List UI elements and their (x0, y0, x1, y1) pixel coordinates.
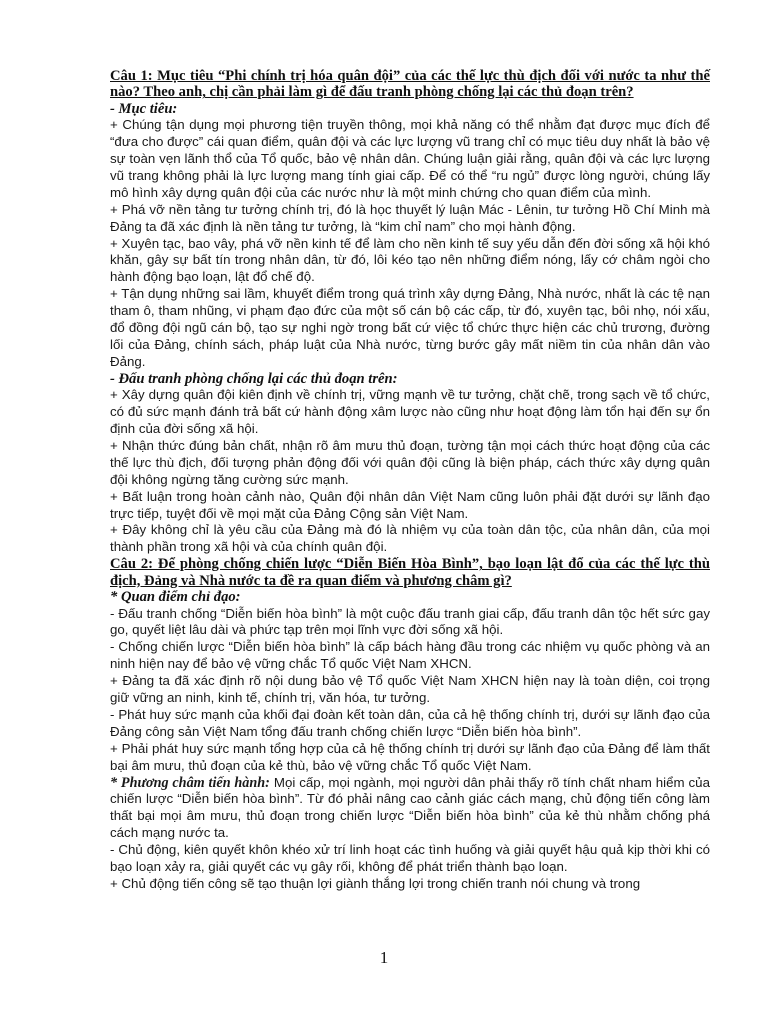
goal-item: + Tận dụng những sai lầm, khuyết điểm trong quá trình xây dựng Đảng, Nhà nước, nhất là các tệ nạn tham ô, tham nhũng, vi phạm đạo đức của một số cán bộ các cấp, từ đó, xuyên tạc, bôi nhọ, nói xấu, đổ đồng đội ngũ cán bộ, tạo sự nghi ngờ trong bất cứ việc tổ chức thực hiện các chủ trương, đường lối của Đảng, chính sách, pháp luật của Nhà nước, từng bước gây mất niềm tin của nhân dân vào Đảng. (110, 286, 710, 369)
goal-item: + Chúng tận dụng mọi phương tiện truyền thông, mọi khả năng có thể nhằm đạt được mục đích để “đưa cho được” cái quan điểm, quân đội và các lực lượng vũ trang chỉ có mục tiêu duy nhất là bảo vệ sự toàn vẹn lãnh thổ của Tổ quốc, bảo vệ nhân dân. Chúng luận giải rằng, quân đội và các lực lượng vũ trang không phải là lực lượng mang tính giai cấp. Để có thể “ru ngủ” được lòng người, chúng lấy mô hình xây dựng quân đội của các nước như là một minh chứng cho quan điểm của mình. (110, 117, 710, 200)
goal-item: + Phá vỡ nền tảng tư tưởng chính trị, đó là học thuyết lý luận Mác - Lênin, tư tưởng Hồ Chí Minh mà Đảng ta đã xác định là nền tảng tư tưởng, là “kim chỉ nam” cho mọi hành động. (110, 201, 710, 234)
goal-item: + Xuyên tạc, bao vây, phá vỡ nền kinh tế để làm cho nền kinh tế suy yếu dẫn đến đời sống xã hội khó khăn, gây sự bất tín trong nhân dân, từ đó, lôi kéo tạo nên những điểm nóng, lấy cớ châm ngòi cho hành động bạo loạn, lật đổ chế độ. (110, 235, 710, 285)
goal-heading: - Mục tiêu: (110, 100, 178, 117)
view-heading: * Quan điểm chỉ đạo: (110, 589, 241, 606)
view-item: - Phát huy sức mạnh của khối đại đoàn kết toàn dân, của cả hệ thống chính trị, dưới sự lãnh đạo của Đảng công sản Việt Nam tổng đấu tranh chống chiến lược “Diễn biến hòa bình”. (110, 706, 710, 739)
method-lead-text: Mọi cấp, mọi ngành, mọi người dân phải thấy rõ tính chất nham hiểm của chiến lược “Diễn biến hòa bình”. Từ đó phải nâng cao cảnh giác cách mạng, chủ động tiến công làm thất bại mọi âm mưu, thủ đoạn trong chiến lược “Diễn biến hòa bình” của kẻ thù nhằm chống phá cách mạng nước ta. (110, 774, 710, 841)
view-item: - Đấu tranh chống “Diễn biến hòa bình” là một cuộc đấu tranh giai cấp, đấu tranh dân tộc hết sức gay go, quyết liệt lâu dài và phức tạp trên mọi lĩnh vực đời sống xã hội. (110, 605, 710, 638)
question-1-title: Câu 1: Mục tiêu “Phi chính trị hóa quân đội” của các thế lực thù địch đối với nước ta như thế nào? Theo anh, chị cần phải làm gì để đấu tranh phòng chống lại các thủ đoạn trên? (110, 68, 710, 101)
method-item: + Chủ động tiến công sẽ tạo thuận lợi giành thắng lợi trong chiến tranh nói chung và trong (110, 876, 641, 891)
view-item: + Đảng ta đã xác định rõ nội dung bảo vệ Tổ quốc Việt Nam XHCN hiện nay là toàn diện, coi trọng giữ vững an ninh, kinh tế, chính trị, văn hóa, tư tưởng. (110, 673, 710, 706)
fight-item: + Xây dựng quân đội kiên định về chính trị, vững mạnh về tư tưởng, chặt chẽ, trong sạch về tổ chức, có đủ sức mạnh đánh trả bất cứ hành động xâm lược nào cũng như hoạt động làm tổn hại đến sự ổn định của đời sống xã hội. (110, 387, 710, 437)
question-2-title: Câu 2: Để phòng chống chiến lược “Diễn Biến Hòa Bình”, bạo loạn lật đổ của các thế lực thù địch, Đảng và Nhà nước ta đề ra quan điểm và phương châm gì? (110, 556, 710, 589)
fight-item: + Đây không chỉ là yêu cầu của Đảng mà đó là nhiệm vụ của toàn dân tộc, của nhân dân, của mọi thành phần trong xã hội và của chính quân đội. (110, 522, 710, 555)
method-paragraph (110, 775, 710, 843)
method-item: - Chủ động, kiên quyết khôn khéo xử trí linh hoạt các tình huống và giải quyết hậu quả kịp thời khi có bạo loạn xảy ra, giải quyết các vụ gây rối, không để phát triển thành bạo loạn. (110, 842, 710, 875)
method-heading: * Phương châm tiến hành: (110, 774, 270, 791)
page-number: 1 (379, 948, 389, 967)
fight-item: + Nhận thức đúng bản chất, nhận rõ âm mưu thủ đoạn, tường tận mọi cách thức hoạt động của các thế lực thù địch, đối tượng phản động đối với quân đội cũng là biện pháp, cách thức xây dựng quân đội không ngừng tăng cường sức mạnh. (110, 437, 710, 487)
view-item: - Chống chiến lược “Diễn biến hòa bình” là cấp bách hàng đầu trong các nhiệm vụ quốc phòng và an ninh hiện nay để bảo vệ vững chắc Tổ quốc Việt Nam XHCN. (110, 639, 710, 672)
view-item: + Phải phát huy sức mạnh tổng hợp của cả hệ thống chính trị dưới sự lãnh đạo của Đảng để làm thất bại âm mưu, thủ đoạn của kẻ thù, bảo vệ vững chắc Tổ quốc Việt Nam. (110, 740, 710, 773)
fight-heading: - Đấu tranh phòng chống lại các thủ đoạn trên: (110, 370, 398, 387)
fight-item: + Bất luận trong hoàn cảnh nào, Quân đội nhân dân Việt Nam cũng luôn phải đặt dưới sự lãnh đạo trực tiếp, tuyệt đối về mọi mặt của Đảng Cộng sản Việt Nam. (110, 488, 710, 521)
